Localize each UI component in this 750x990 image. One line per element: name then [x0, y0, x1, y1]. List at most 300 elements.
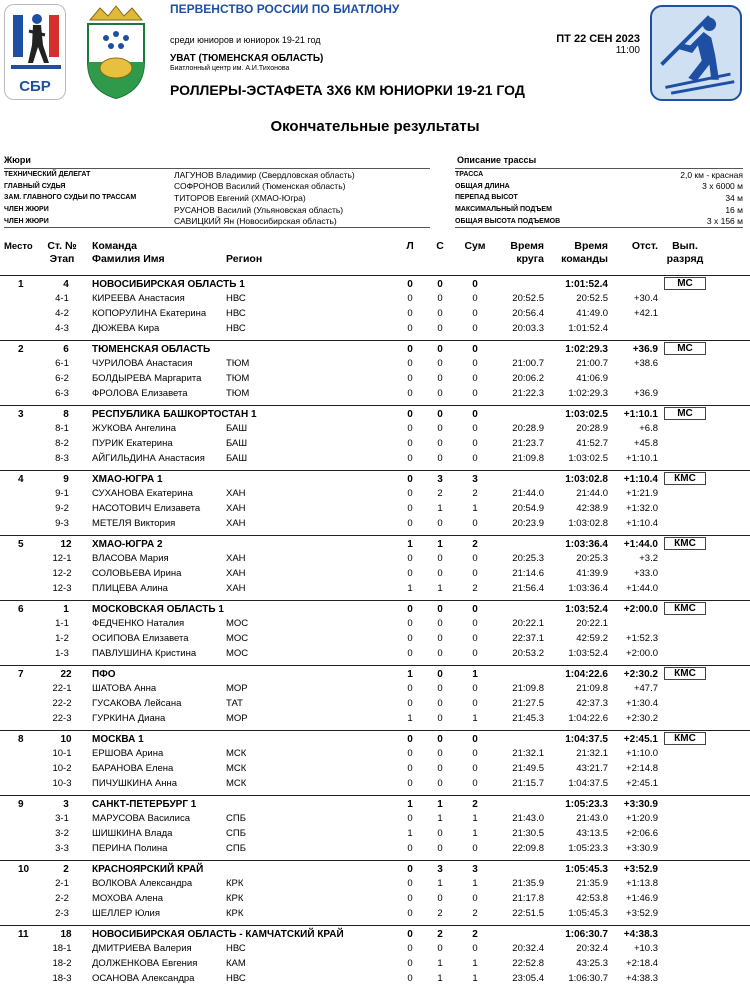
- athlete-behind: +30.4: [633, 293, 658, 304]
- athlete-row: [0, 761, 750, 776]
- athlete-region: ТЮМ: [226, 373, 250, 384]
- athlete-standing-misses: 0: [437, 308, 443, 319]
- team-name: НОВОСИБИРСКАЯ ОБЛАСТЬ 1: [92, 279, 245, 290]
- athlete-team-time: 42:37.3: [576, 698, 608, 709]
- jury-row: [4, 181, 430, 193]
- athlete-team-time: 20:32.4: [576, 943, 608, 954]
- athlete-team-time: 1:04:37.5: [568, 778, 608, 789]
- athlete-prone-misses: 0: [407, 778, 413, 789]
- athlete-behind: +42.1: [633, 308, 658, 319]
- athlete-lap-time: 20:25.3: [512, 553, 544, 564]
- track-title: Описание трассы: [457, 155, 537, 165]
- athlete-lap-time: 23:05.4: [512, 973, 544, 984]
- biathlon-ski-logo-icon: [650, 5, 742, 101]
- athlete-team-time: 42:38.9: [576, 503, 608, 514]
- athlete-total-misses: 1: [472, 503, 478, 514]
- team-bib: 10: [60, 734, 72, 745]
- team-total-misses: 3: [472, 864, 478, 875]
- biathlete-logo-icon: [5, 5, 67, 75]
- athlete-lap-time: 21:35.9: [512, 878, 544, 889]
- athlete-total-misses: 0: [472, 893, 478, 904]
- team-row: [0, 860, 750, 876]
- track-value: 34 м: [725, 192, 743, 203]
- athlete-prone-misses: 1: [407, 583, 413, 594]
- team-time: 1:06:30.7: [565, 929, 608, 940]
- athlete-standing-misses: 0: [437, 323, 443, 334]
- athlete-row: [0, 486, 750, 501]
- athlete-total-misses: 2: [472, 488, 478, 499]
- athlete-lap-time: 21:17.8: [512, 893, 544, 904]
- athlete-prone-misses: 0: [407, 323, 413, 334]
- athlete-standing-misses: 0: [437, 438, 443, 449]
- athlete-row: [0, 356, 750, 371]
- athlete-name: ГУРКИНА Диана: [92, 713, 166, 724]
- athlete-row: [0, 956, 750, 971]
- athlete-prone-misses: 0: [407, 293, 413, 304]
- athlete-lap-time: 22:51.5: [512, 908, 544, 919]
- athlete-standing-misses: 0: [437, 828, 443, 839]
- athlete-behind: +1:20.9: [626, 813, 658, 824]
- athlete-stage: 6-3: [55, 388, 69, 399]
- athlete-row: [0, 891, 750, 906]
- team-total-misses: 2: [472, 799, 478, 810]
- jury-role: ТЕХНИЧЕСКИЙ ДЕЛЕГАТ: [4, 171, 91, 179]
- athlete-name: МОХОВА Алена: [92, 893, 163, 904]
- athlete-lap-time: 21:43.0: [512, 813, 544, 824]
- jury-name: ТИТОРОВ Евгений (ХМАО-Югра): [174, 192, 306, 203]
- athlete-row: [0, 291, 750, 306]
- athlete-region: НВС: [226, 973, 246, 984]
- team-row: [0, 730, 750, 746]
- athlete-region: БАШ: [226, 453, 248, 464]
- athlete-name: ФРОЛОВА Елизавета: [92, 388, 188, 399]
- athlete-name: ШИШКИНА Влада: [92, 828, 173, 839]
- team-prone-misses: 1: [407, 539, 413, 550]
- athlete-row: [0, 516, 750, 531]
- athlete-lap-time: 21:22.3: [512, 388, 544, 399]
- team-time: 1:03:02.5: [565, 409, 608, 420]
- athlete-behind: +1:46.9: [626, 893, 658, 904]
- athlete-team-time: 42:59.2: [576, 633, 608, 644]
- athlete-stage: 8-2: [55, 438, 69, 449]
- athlete-behind: +2:45.1: [626, 778, 658, 789]
- athlete-total-misses: 1: [472, 878, 478, 889]
- athlete-lap-time: 21:45.3: [512, 713, 544, 724]
- athlete-name: ГУСАКОВА Лейсана: [92, 698, 182, 709]
- team-behind: +2:45.1: [623, 734, 658, 745]
- athlete-region: СПБ: [226, 843, 246, 854]
- team-name: ХМАО-ЮГРА 2: [92, 539, 163, 550]
- athlete-standing-misses: 0: [437, 778, 443, 789]
- team-time: 1:03:02.8: [565, 474, 608, 485]
- athlete-row: [0, 566, 750, 581]
- athlete-row: [0, 581, 750, 596]
- athlete-prone-misses: 0: [407, 618, 413, 629]
- athlete-total-misses: 0: [472, 763, 478, 774]
- team-block: [0, 340, 750, 405]
- athlete-behind: +4:38.3: [626, 973, 658, 984]
- athlete-standing-misses: 0: [437, 358, 443, 369]
- results-table: [0, 275, 750, 990]
- athlete-name: АЙГИЛЬДИНА Анастасия: [92, 453, 205, 464]
- athlete-behind: +1:44.0: [626, 583, 658, 594]
- athlete-team-time: 21:09.8: [576, 683, 608, 694]
- team-block: [0, 795, 750, 860]
- team-row: [0, 925, 750, 941]
- athlete-behind: +1:10.4: [626, 518, 658, 529]
- athlete-region: ХАН: [226, 503, 246, 514]
- track-key: МАКСИМАЛЬНЫЙ ПОДЪЕМ: [455, 206, 552, 214]
- athlete-prone-misses: 0: [407, 748, 413, 759]
- athlete-prone-misses: 0: [407, 958, 413, 969]
- team-behind: +3:52.9: [623, 864, 658, 875]
- athlete-region: МОР: [226, 713, 248, 724]
- athlete-prone-misses: 0: [407, 438, 413, 449]
- team-time: 1:03:36.4: [565, 539, 608, 550]
- athlete-standing-misses: 0: [437, 763, 443, 774]
- team-place: 3: [18, 409, 24, 420]
- athlete-behind: +33.0: [633, 568, 658, 579]
- athlete-row: [0, 971, 750, 986]
- athlete-stage: 1-3: [55, 648, 69, 659]
- col-header-team-time: [548, 240, 608, 266]
- athlete-standing-misses: 0: [437, 648, 443, 659]
- athlete-row: [0, 876, 750, 891]
- athlete-lap-time: 20:22.1: [512, 618, 544, 629]
- col-header-category: [662, 240, 708, 266]
- team-place: 5: [18, 539, 24, 550]
- athlete-total-misses: 0: [472, 633, 478, 644]
- athlete-region: КАМ: [226, 958, 246, 969]
- athlete-region: МОР: [226, 683, 248, 694]
- team-total-misses: 3: [472, 474, 478, 485]
- athlete-region: БАШ: [226, 423, 248, 434]
- col-header-team-time-line2: команды: [561, 253, 608, 265]
- team-category-badge: КМС: [664, 667, 706, 680]
- athlete-total-misses: 1: [472, 828, 478, 839]
- col-header-place: Место: [4, 241, 33, 252]
- athlete-stage: 18-2: [52, 958, 72, 969]
- athlete-row: [0, 421, 750, 436]
- athlete-stage: 9-3: [55, 518, 69, 529]
- col-header-category-line2: разряд: [666, 253, 704, 265]
- team-block: [0, 925, 750, 990]
- athlete-behind: +1:52.3: [626, 633, 658, 644]
- athlete-team-time: 42:53.8: [576, 893, 608, 904]
- competition-subtitle: среди юниоров и юниорок 19-21 год: [170, 35, 321, 45]
- team-bib: 12: [60, 539, 72, 550]
- athlete-prone-misses: 0: [407, 358, 413, 369]
- team-category-badge: КМС: [664, 537, 706, 550]
- athlete-row: [0, 616, 750, 631]
- athlete-stage: 9-2: [55, 503, 69, 514]
- athlete-stage: 4-1: [55, 293, 69, 304]
- jury-row: [4, 192, 430, 204]
- athlete-total-misses: 0: [472, 568, 478, 579]
- athlete-behind: +36.9: [633, 388, 658, 399]
- team-prone-misses: 0: [407, 279, 413, 290]
- team-total-misses: 2: [472, 539, 478, 550]
- athlete-stage: 6-1: [55, 358, 69, 369]
- team-behind: +3:30.9: [623, 799, 658, 810]
- athlete-lap-time: 21:14.6: [512, 568, 544, 579]
- athlete-total-misses: 0: [472, 453, 478, 464]
- team-block: [0, 860, 750, 925]
- track-row: [455, 181, 743, 193]
- athlete-team-time: 41:49.0: [576, 308, 608, 319]
- athlete-row: [0, 681, 750, 696]
- athlete-total-misses: 0: [472, 388, 478, 399]
- athlete-behind: +3.2: [639, 553, 658, 564]
- col-header-sum: Сум: [464, 240, 486, 252]
- col-header-bib-label: Ст. №: [47, 240, 77, 252]
- athlete-name: МАРУСОВА Василиса: [92, 813, 191, 824]
- athlete-total-misses: 0: [472, 308, 478, 319]
- athlete-total-misses: 0: [472, 843, 478, 854]
- team-category-badge: КМС: [664, 472, 706, 485]
- athlete-row: [0, 696, 750, 711]
- athlete-stage: 4-2: [55, 308, 69, 319]
- athlete-row: [0, 631, 750, 646]
- athlete-name: МЕТЕЛЯ Виктория: [92, 518, 176, 529]
- athlete-stage: 22-2: [52, 698, 72, 709]
- team-time: 1:02:29.3: [565, 344, 608, 355]
- team-block: [0, 405, 750, 470]
- team-bib: 6: [63, 344, 69, 355]
- race-date: ПТ 22 СЕН 2023: [556, 33, 640, 45]
- athlete-row: [0, 371, 750, 386]
- athlete-lap-time: 20:32.4: [512, 943, 544, 954]
- athlete-row: [0, 941, 750, 956]
- team-row: [0, 795, 750, 811]
- track-value: 2,0 км - красная: [680, 169, 743, 180]
- team-block: [0, 730, 750, 795]
- athlete-stage: 12-3: [52, 583, 72, 594]
- athlete-team-time: 20:52.5: [576, 293, 608, 304]
- athlete-team-time: 1:02:29.3: [568, 388, 608, 399]
- team-name: ПФО: [92, 669, 116, 680]
- athlete-team-time: 21:43.0: [576, 813, 608, 824]
- athlete-region: МСК: [226, 763, 247, 774]
- athlete-region: МОС: [226, 633, 249, 644]
- athlete-lap-time: 20:53.2: [512, 648, 544, 659]
- athlete-stage: 10-1: [52, 748, 72, 759]
- athlete-team-time: 21:35.9: [576, 878, 608, 889]
- team-place: 2: [18, 344, 24, 355]
- athlete-total-misses: 0: [472, 438, 478, 449]
- team-total-misses: 0: [472, 604, 478, 615]
- race-time: 11:00: [615, 45, 640, 56]
- athlete-standing-misses: 2: [437, 908, 443, 919]
- athlete-team-time: 1:05:45.3: [568, 908, 608, 919]
- athlete-standing-misses: 1: [437, 583, 443, 594]
- athlete-prone-misses: 0: [407, 893, 413, 904]
- document-title: Окончательные результаты: [270, 118, 480, 135]
- athlete-row: [0, 321, 750, 336]
- team-row: [0, 665, 750, 681]
- team-behind: +1:44.0: [623, 539, 658, 550]
- track-row: [455, 204, 743, 216]
- athlete-prone-misses: 0: [407, 388, 413, 399]
- athlete-row: [0, 551, 750, 566]
- team-behind: +2:30.2: [623, 669, 658, 680]
- team-standing-misses: 0: [437, 409, 443, 420]
- jury-row: [4, 169, 430, 181]
- athlete-team-time: 1:06:30.7: [568, 973, 608, 984]
- athlete-team-time: 21:32.1: [576, 748, 608, 759]
- athlete-stage: 12-2: [52, 568, 72, 579]
- athlete-prone-misses: 0: [407, 763, 413, 774]
- athlete-team-time: 1:04:22.6: [568, 713, 608, 724]
- col-header-lap-time: [490, 240, 544, 266]
- athlete-prone-misses: 0: [407, 373, 413, 384]
- team-bib: 18: [60, 929, 72, 940]
- athlete-row: [0, 386, 750, 401]
- athlete-prone-misses: 0: [407, 488, 413, 499]
- athlete-total-misses: 0: [472, 553, 478, 564]
- athlete-name: ПЛИЦЕВА Алина: [92, 583, 168, 594]
- athlete-team-time: 41:52.7: [576, 438, 608, 449]
- athlete-team-time: 43:13.5: [576, 828, 608, 839]
- team-name: ХМАО-ЮГРА 1: [92, 474, 163, 485]
- athlete-prone-misses: 0: [407, 553, 413, 564]
- athlete-standing-misses: 0: [437, 618, 443, 629]
- athlete-stage: 10-3: [52, 778, 72, 789]
- col-header-name-label: Фамилия Имя: [92, 253, 165, 265]
- athlete-region: НВС: [226, 308, 246, 319]
- athlete-total-misses: 0: [472, 373, 478, 384]
- athlete-stage: 1-1: [55, 618, 69, 629]
- team-time: 1:03:52.4: [565, 604, 608, 615]
- athlete-team-time: 43:25.3: [576, 958, 608, 969]
- team-bib: 4: [63, 279, 69, 290]
- athlete-team-time: 1:01:52.4: [568, 323, 608, 334]
- team-bib: 9: [63, 474, 69, 485]
- track-value: 3 x 6000 м: [702, 181, 743, 192]
- col-header-team-label: Команда: [92, 240, 137, 252]
- athlete-total-misses: 0: [472, 698, 478, 709]
- team-name: МОСКВА 1: [92, 734, 144, 745]
- athlete-stage: 10-2: [52, 763, 72, 774]
- athlete-total-misses: 0: [472, 748, 478, 759]
- athlete-lap-time: 21:09.8: [512, 683, 544, 694]
- team-bib: 2: [63, 864, 69, 875]
- col-header-l: Л: [406, 240, 414, 252]
- team-block: [0, 600, 750, 665]
- athlete-region: ХАН: [226, 568, 246, 579]
- athlete-behind: +38.6: [633, 358, 658, 369]
- team-standing-misses: 0: [437, 279, 443, 290]
- team-time: 1:04:22.6: [565, 669, 608, 680]
- col-header-category-line1: Вып.: [672, 240, 698, 252]
- athlete-standing-misses: 0: [437, 423, 443, 434]
- athlete-lap-time: 21:09.8: [512, 453, 544, 464]
- team-standing-misses: 0: [437, 734, 443, 745]
- athlete-prone-misses: 0: [407, 843, 413, 854]
- team-total-misses: 1: [472, 669, 478, 680]
- track-value: 16 м: [725, 204, 743, 215]
- athlete-name: ЕРШОВА Арина: [92, 748, 164, 759]
- team-category-badge: МС: [664, 407, 706, 420]
- athlete-name: БАРАНОВА Елена: [92, 763, 174, 774]
- athlete-standing-misses: 0: [437, 568, 443, 579]
- athlete-team-time: 1:03:52.4: [568, 648, 608, 659]
- team-time: 1:04:37.5: [565, 734, 608, 745]
- athlete-prone-misses: 0: [407, 518, 413, 529]
- athlete-lap-time: 21:15.7: [512, 778, 544, 789]
- athlete-row: [0, 826, 750, 841]
- athlete-standing-misses: 0: [437, 943, 443, 954]
- athlete-prone-misses: 0: [407, 308, 413, 319]
- team-place: 6: [18, 604, 24, 615]
- athlete-name: КОПОРУЛИНА Екатерина: [92, 308, 207, 319]
- athlete-standing-misses: 0: [437, 293, 443, 304]
- athlete-behind: +3:52.9: [626, 908, 658, 919]
- team-behind: +2:00.0: [623, 604, 658, 615]
- team-block: [0, 275, 750, 340]
- athlete-stage: 6-2: [55, 373, 69, 384]
- jury-table: [4, 168, 430, 228]
- athlete-total-misses: 0: [472, 778, 478, 789]
- team-block: [0, 535, 750, 600]
- team-row: [0, 340, 750, 356]
- athlete-prone-misses: 0: [407, 683, 413, 694]
- athlete-row: [0, 711, 750, 726]
- athlete-total-misses: 1: [472, 973, 478, 984]
- team-place: 11: [18, 929, 29, 940]
- team-standing-misses: 0: [437, 669, 443, 680]
- athlete-region: ХАН: [226, 488, 246, 499]
- athlete-stage: 8-1: [55, 423, 69, 434]
- athlete-lap-time: 22:09.8: [512, 843, 544, 854]
- athlete-lap-time: 20:56.4: [512, 308, 544, 319]
- athlete-stage: 3-3: [55, 843, 69, 854]
- athlete-stage: 8-3: [55, 453, 69, 464]
- athlete-name: НАСОТОВИЧ Елизавета: [92, 503, 201, 514]
- team-standing-misses: 2: [437, 929, 443, 940]
- jury-row: [4, 204, 430, 216]
- team-total-misses: 0: [472, 734, 478, 745]
- federation-title: ПЕРВЕНСТВО РОССИИ ПО БИАТЛОНУ: [170, 2, 400, 16]
- sbr-logo-text: СБР: [19, 78, 51, 95]
- athlete-standing-misses: 2: [437, 488, 443, 499]
- athlete-prone-misses: 0: [407, 453, 413, 464]
- athlete-behind: +1:32.0: [626, 503, 658, 514]
- jury-role: ГЛАВНЫЙ СУДЬЯ: [4, 182, 66, 190]
- athlete-region: МОС: [226, 618, 249, 629]
- team-prone-misses: 0: [407, 734, 413, 745]
- col-header-lap-time-line1: Время: [510, 240, 544, 252]
- athlete-behind: +2:14.8: [626, 763, 658, 774]
- athlete-name: СОЛОВЬЕВА Ирина: [92, 568, 182, 579]
- race-place: УВАТ (ТЮМЕНСКАЯ ОБЛАСТЬ): [170, 53, 324, 64]
- athlete-lap-time: 20:52.5: [512, 293, 544, 304]
- athlete-region: СПБ: [226, 828, 246, 839]
- athlete-total-misses: 1: [472, 713, 478, 724]
- athlete-behind: +1:10.1: [626, 453, 658, 464]
- track-value: 3 x 156 м: [706, 216, 743, 227]
- athlete-region: МОС: [226, 648, 249, 659]
- col-header-stage-label: Этап: [49, 253, 75, 265]
- athlete-behind: +2:06.6: [626, 828, 658, 839]
- athlete-name: ВЛАСОВА Мария: [92, 553, 169, 564]
- team-behind: +36.9: [632, 344, 658, 355]
- athlete-region: КРК: [226, 878, 244, 889]
- athlete-prone-misses: 0: [407, 908, 413, 919]
- athlete-total-misses: 1: [472, 813, 478, 824]
- athlete-team-time: 41:39.9: [576, 568, 608, 579]
- athlete-row: [0, 451, 750, 466]
